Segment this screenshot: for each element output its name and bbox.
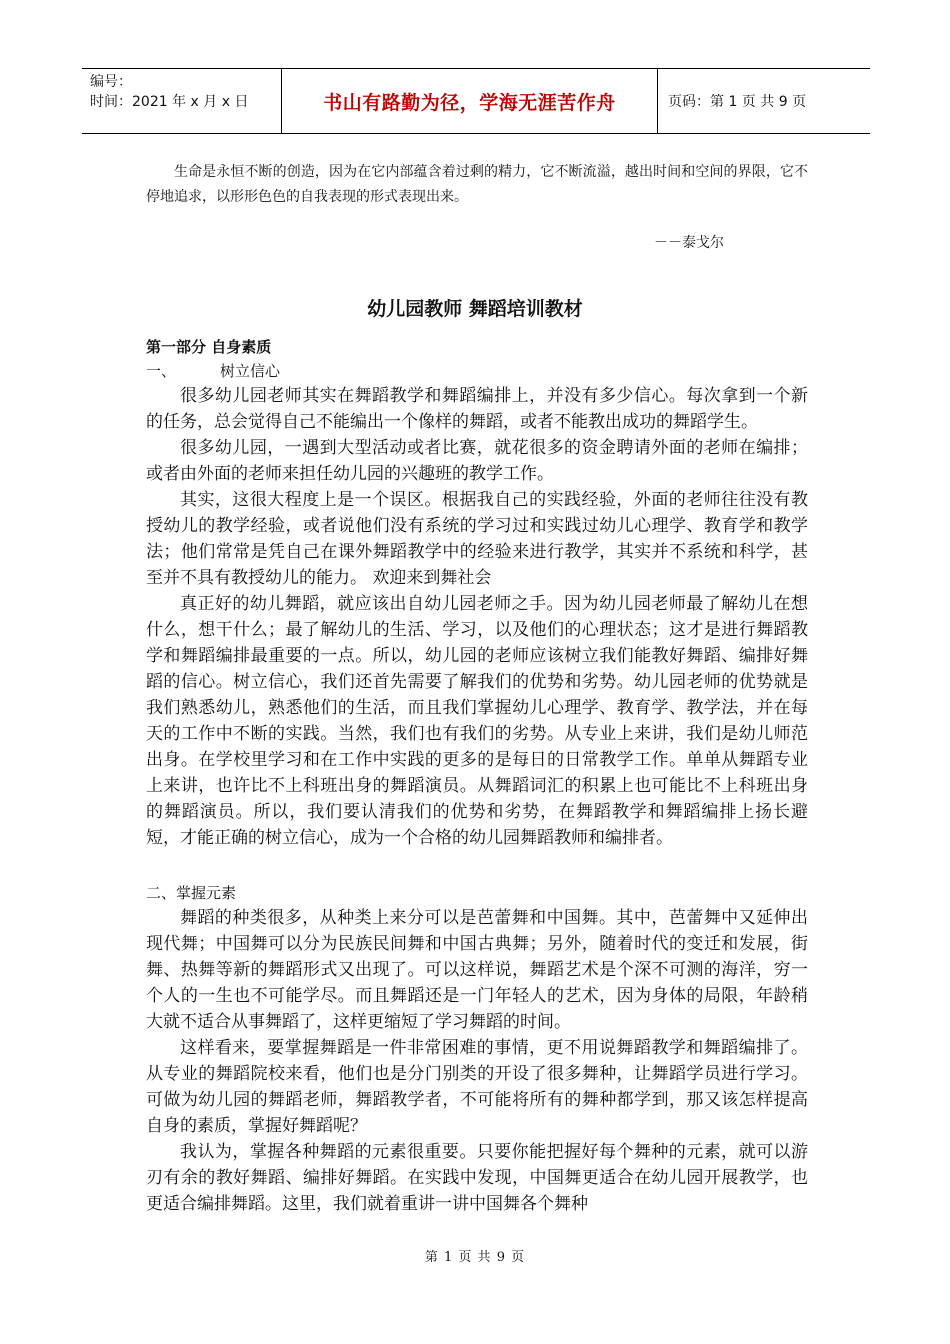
page-footer: 第 1 页 共 9 页 [424, 1250, 526, 1265]
motto-text: 书山有路勤为径，学海无涯苦作舟 [323, 91, 616, 114]
section-heading-1 [146, 360, 280, 381]
date-label: 时间：2021 年 x 月 x 日 [90, 94, 249, 110]
paragraph: 我认为，掌握各种舞蹈的元素很重要。只要你能把握好每个舞种的元素，就可以游刃有余的教好舞蹈、编排好舞蹈。在实践中发现，中国舞更适合在幼儿园开展教学，也更适合编排舞蹈。这里，我们就着重讲一讲中国舞各个舞种 [146, 1142, 808, 1214]
paragraph: 这样看来，要掌握舞蹈是一件非常困难的事情，更不用说舞蹈教学和舞蹈编排了。从专业的舞蹈院校来看，他们也是分门别类的开设了很多舞种，让舞蹈学员进行学习。可做为幼儿园的舞蹈老师，舞蹈教学者，不可能将所有的舞种都学到，那又该怎样提高自身的素质，掌握好舞蹈呢？ [146, 1038, 808, 1136]
header-meta-cell [82, 69, 282, 133]
quote-text: 生命是永恒不断的创造，因为在它内部蕴含着过剩的精力，它不断流溢，越出时间和空间的界限，它不停地追求，以形形色色的自我表现的形式表现出来。 [146, 164, 808, 205]
page-header [82, 68, 870, 134]
paragraph: 舞蹈的种类很多，从种类上来分可以是芭蕾舞和中国舞。其中，芭蕾舞中又延伸出现代舞；中国舞可以分为民族民间舞和中国古典舞；另外，随着时代的变迁和发展，街舞、热舞等新的舞蹈形式又出现了。可以这样说，舞蹈艺术是个深不可测的海洋，穷一个人的一生也不可能学尽。而且舞蹈还是一门年轻人的艺术，因为身体的局限，年龄稍大就不适合从事舞蹈了，这样更缩短了学习舞蹈的时间。 [146, 908, 808, 1032]
section-number: 一、 [146, 362, 177, 380]
page-label: 页码：第 1 页 共 9 页 [668, 94, 807, 110]
paragraph: 很多幼儿园，一遇到大型活动或者比赛，就花很多的资金聘请外面的老师在编排；或者由外面的老师来担任幼儿园的兴趣班的教学工作。 [146, 438, 808, 484]
header-motto-cell [282, 69, 658, 133]
paragraph: 真正好的幼儿舞蹈，就应该出自幼儿园老师之手。因为幼儿园老师最了解幼儿在想什么，想干什么；最了解幼儿的生活、学习，以及他们的心理状态；这才是进行舞蹈教学和舞蹈编排最重要的一点。所以，幼儿园的老师应该树立我们能教好舞蹈、编排好舞蹈的信心。树立信心，我们还首先需要了解我们的优势和劣势。幼儿园老师的优势就是我们熟悉幼儿，熟悉他们的生活，而且我们掌握幼儿心理学、教育学、教学法，并在每天的工作中不断的实践。当然，我们也有我们的劣势。从专业上来讲，我们是幼儿师范出身。在学校里学习和在工作中实践的更多的是每日的日常教学工作。单单从舞蹈专业上来讲，也许比不上科班出身的舞蹈演员。从舞蹈词汇的积累上也可能比不上科班出身的舞蹈演员。所以，我们要认清我们的优势和劣势，在舞蹈教学和舞蹈编排上扬长避短，才能正确的树立信心，成为一个合格的幼儿园舞蹈教师和编排者。 [146, 594, 808, 848]
part-heading: 第一部分 自身素质 [146, 338, 272, 356]
document-title: 幼儿园教师 舞蹈培训教材 [367, 298, 583, 320]
section-title: 树立信心 [220, 362, 281, 380]
number-label: 编号： [90, 74, 132, 90]
paragraph: 很多幼儿园老师其实在舞蹈教学和舞蹈编排上，并没有多少信心。每次拿到一个新的任务，总会觉得自己不能编出一个像样的舞蹈，或者不能教出成功的舞蹈学生。 [146, 386, 808, 432]
section-2-body [146, 905, 808, 1217]
section-heading-2: 二、掌握元素 [146, 884, 237, 902]
paragraph: 其实，这很大程度上是一个误区。根据我自己的实践经验，外面的老师往往没有教授幼儿的教学经验，或者说他们没有系统的学习过和实践过幼儿心理学、教育学和教学法；他们常常是凭自己在课外舞蹈教学中的经验来进行教学，其实并不系统和科学，甚至并不具有教授幼儿的能力。 欢迎来到舞社会 [146, 490, 808, 588]
header-page-cell [658, 69, 870, 133]
section-1-body [146, 383, 808, 851]
quote-author: －－泰戈尔 [654, 235, 724, 251]
